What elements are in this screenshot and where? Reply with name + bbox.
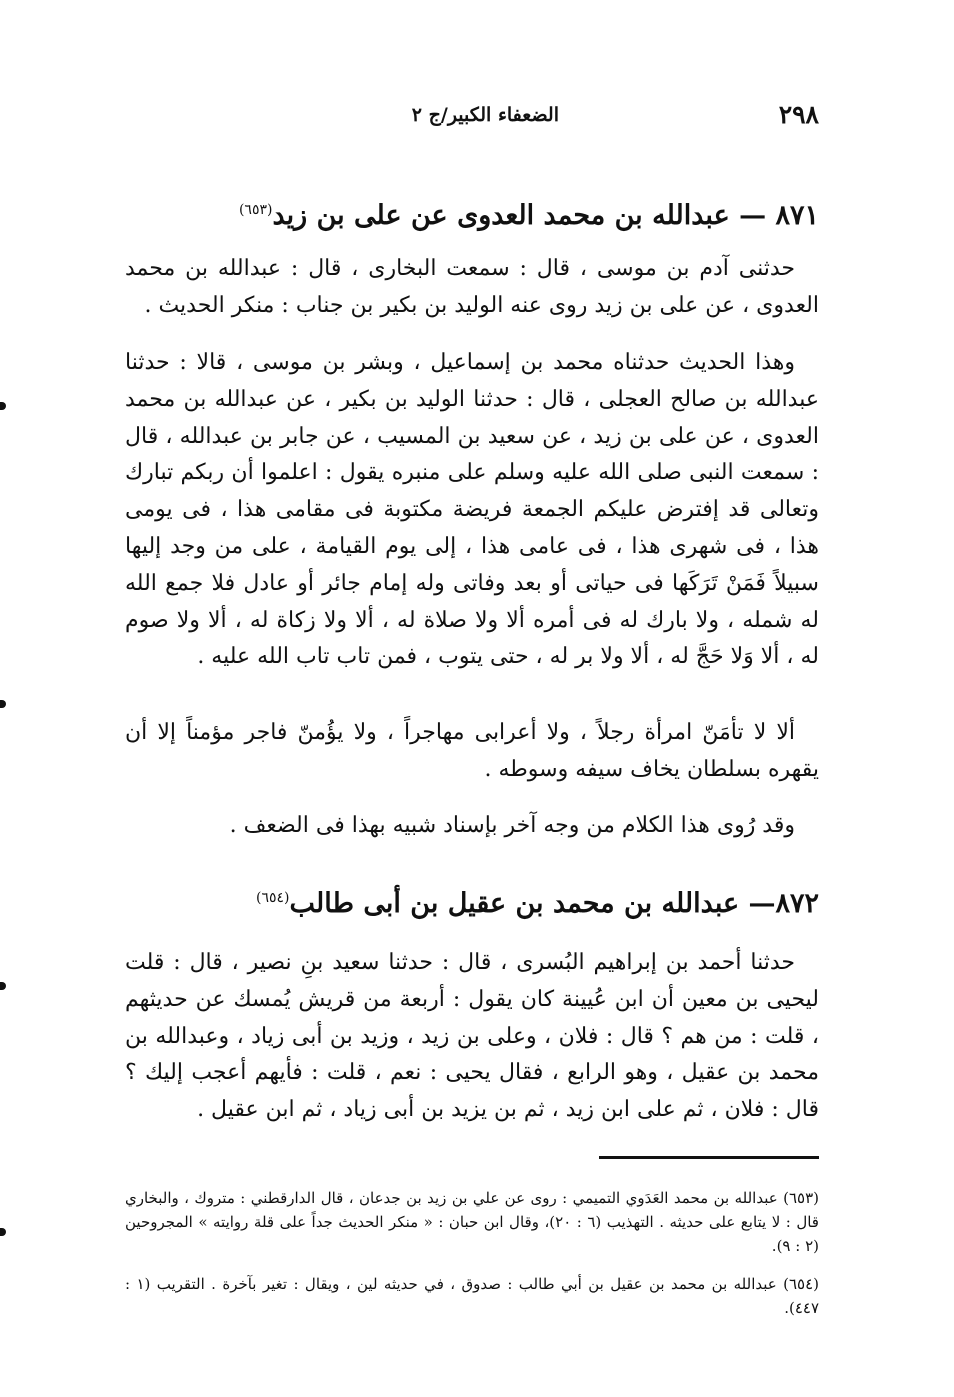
entry-heading: ٨٧٢— عبدالله بن محمد بن عقيل بن أبى طالب [289,888,819,919]
page-header [120,100,819,140]
entry-paragraph: حدثنى آدم بن موسى ، قال : سمعت البخارى ، قال : عبدالله بن محمد العدوى ، عن على بن زيد روى عنه الوليد بن بكير بن جناب : منكر الحديث . [125,256,819,318]
entry-title [119,876,819,926]
footnote: (٦٥٣) عبدالله بن محمد العَدَوي التميمي : روى عن علي بن زيد بن جدعان ، قال الدارقطني : متروك ، والبخاري قال : لا يتابع على حديثه . التهذيب (٦ : ٢٠)، وقال ابن حبان : « منكر الحديث جداً على قلة روايته » المجروحين (٢ : ٩). [125,1189,819,1255]
entry-paragraph: حدثنا أحمد بن إبراهيم البُسرى ، قال : حدثنا سعيد بنِ نصير ، قال : قلت ليحيى بن معين أن ابن عُيينة كان يقول : أربعة من قريش يُمسك عن حديثهم ، قلت : من هم ؟ قال : فلان ، وعلى بن زيد ، وزيد بن أبى زياد ، وعبدالله بن محمد بن عقيل ، وهو الرابع ، فقال يحيى : نعم ، قلت : فأيهم أعجب إليك ؟ قال : فلان ، ثم على ابن زيد ، ثم بن يزيد بن أبى زياد ، ثم ابن عقيل . [125,950,819,1123]
entry-heading: ٨٧١ — عبدالله بن محمد العدوى عن على بن زيد [272,200,819,231]
page-number: ٢٩٨ [778,100,819,129]
entry-paragraph: وهذا الحديث حدثناه محمد بن إسماعيل ، وبشر بن موسى ، قالا : حدثنا عبدالله بن صالح العجلى ، قال : حدثنا الوليد بن بكير ، عن عبدالله بن محمد العدوى ، عن على بن زيد ، عن سعيد بن المسيب ، عن جابر بن عبدالله ، قال : سمعت النبى صلى الله عليه وسلم على منبره يقول : اعلموا أن ربكم تبارك وتعالى قد إفترض عليكم الجمعة فريضة مكتوبة فى مقامى هذا ، فى يومى هذا ، فى شهرى هذا ، فى عامى هذا ، إلى يوم القيامة ، على من وجد إليها سبيلاً فَمَنْ تَرَكَها فى حياتى أو بعد وفاتى وله إمام جائر أو عادل فلا جمع الله له شمله ، ولا بارك له فى أمره ألا ولا صلاة له ، ألا ولا زكاة له ، ألا ولا صوم له ، ألا وَلا حَجَّ له ، ألا ولا بر له ، حتى يتوب ، فمن تاب تاب الله عليه . [125,350,819,670]
entry-paragraph: ألا لا تأمَنّ امرأة رجلاً ، ولا أعرابى مهاجراً ، ولا يؤُمنّ فاجر مؤمناً إلا أن يقهره بسلطان يخاف سيفه وسوطه . [125,720,819,782]
footnote-ref: (٦٥٤) [255,890,290,906]
running-title: الضعفاء الكبير/ج ٢ [411,104,559,126]
margin-mark [0,402,6,410]
margin-mark [0,700,6,708]
footnote: (٦٥٤) عبدالله بن محمد بن عقيل بن أبي طالب : صدوق ، في حديثه لين ، ويقال : تغير بآخرة . التقريب (١ : ٤٤٧). [125,1275,819,1317]
footnote-separator [599,1156,819,1159]
entry-paragraph: وقد رُوى هذا الكلام من وجه آخر بإسناد شبيه بهذا فى الضعف . [229,813,795,838]
footnote-ref: (٦٥٣) [238,202,273,218]
entry-title [119,188,819,238]
margin-mark [0,1228,6,1236]
margin-mark [0,982,6,990]
